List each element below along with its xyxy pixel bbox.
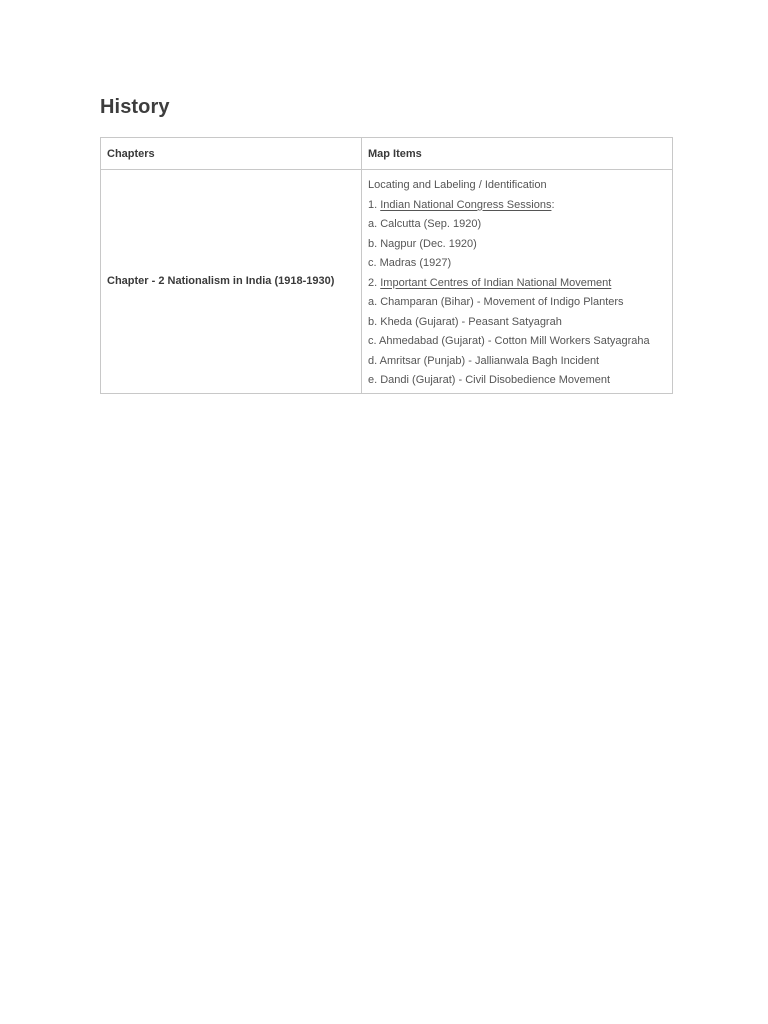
list-item: c. Ahmedabad (Gujarat) - Cotton Mill Workers Satyagraha — [368, 335, 650, 347]
section-1-number: 1. — [368, 198, 381, 211]
list-item: a. Champaran (Bihar) - Movement of Indigo Planters — [368, 296, 624, 308]
list-item: e. Dandi (Gujarat) - Civil Disobedience Movement — [368, 374, 611, 386]
table-header-row — [101, 138, 673, 170]
page-title: History — [100, 96, 170, 118]
section-2-number: 2. — [368, 276, 381, 289]
list-item: a. Calcutta (Sep. 1920) — [368, 218, 482, 230]
table-row — [101, 170, 673, 394]
list-item: b. Kheda (Gujarat) - Peasant Satyagrah — [368, 315, 562, 328]
header-chapters: Chapters — [101, 138, 362, 170]
section-1-heading-link[interactable]: Indian National Congress Sessions — [380, 198, 552, 211]
section-1-heading-line — [368, 196, 666, 216]
chapter-cell: Chapter - 2 Nationalism in India (1918-1930) — [101, 170, 362, 394]
map-items-table — [100, 137, 673, 394]
list-item: d. Amritsar (Punjab) - Jallianwala Bagh Incident — [368, 354, 600, 367]
section-2-heading-line — [368, 274, 666, 294]
map-items-cell — [362, 170, 673, 394]
section-1-suffix: : — [551, 198, 555, 211]
list-item: b. Nagpur (Dec. 1920) — [368, 237, 477, 250]
intro-line: Locating and Labeling / Identification — [368, 179, 547, 191]
list-item: c. Madras (1927) — [368, 257, 452, 269]
header-map-items: Map Items — [362, 138, 673, 170]
section-2-heading-link[interactable]: Important Centres of Indian National Movement — [380, 276, 612, 289]
